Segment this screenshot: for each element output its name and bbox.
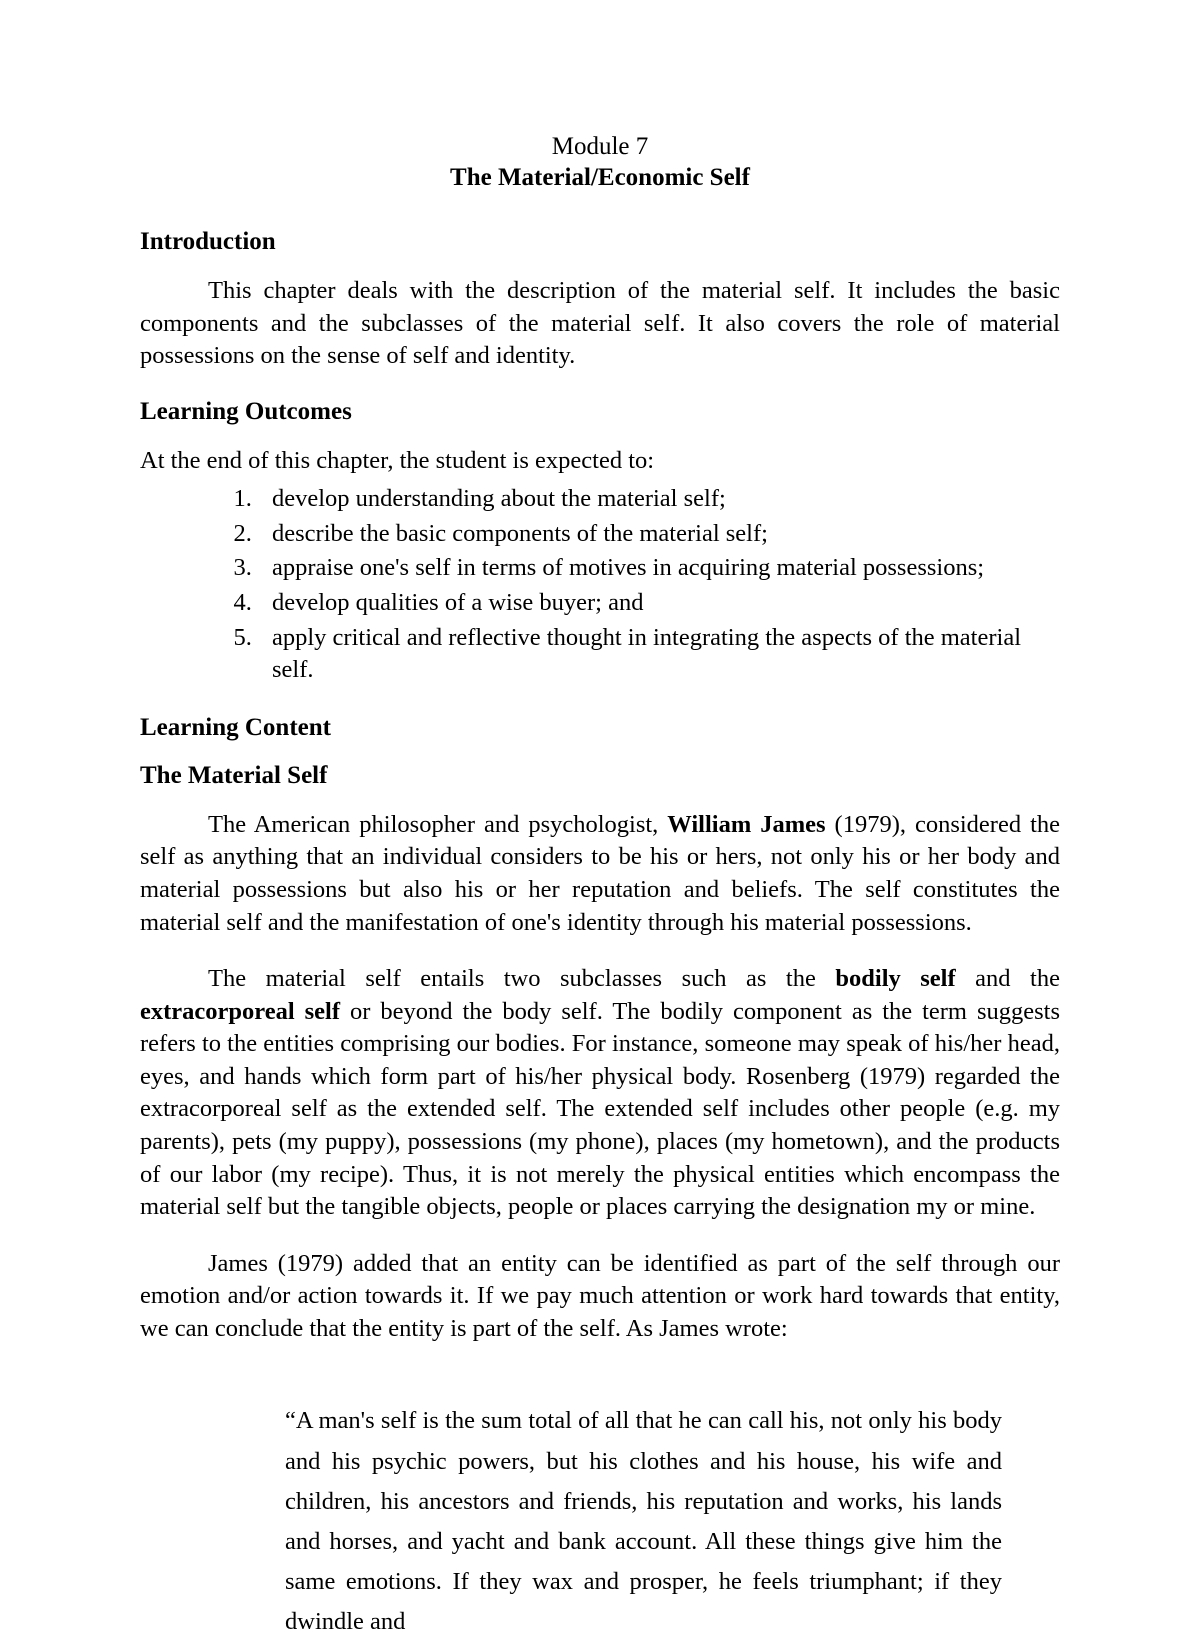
list-item: 1. develop understanding about the material self; xyxy=(258,483,1060,516)
material-self-paragraph-2 xyxy=(140,963,1060,1224)
list-item: 3. appraise one's self in terms of motives in acquiring material possessions; xyxy=(258,552,1060,585)
bodily-self-bold: bodily self xyxy=(835,965,956,993)
extracorporeal-self-bold: extracorporeal self xyxy=(140,997,340,1025)
list-item: 4. develop qualities of a wise buyer; and xyxy=(258,587,1060,620)
william-james-bold: William James xyxy=(667,810,826,838)
paragraph-2-text-c: or beyond the body self. The bodily component as the term suggests refers to the entities comprising our bodies. For instance, someone may speak of his/her head, eyes, and hands which form part of his/her physical body. Rosenberg (1979) regarded the extracorporeal self as the extended self. The extended self includes other people (e.g. my parents), pets (my puppy), possessions (my phone), places (my hometown), and the products of our labor (my recipe). Thus, it is not merely the physical entities which encompass the material self but the tangible objects, people or places carrying the designation my or mine. xyxy=(140,997,1060,1221)
paragraph-2-text-b: and the xyxy=(955,965,1060,993)
introduction-paragraph: This chapter deals with the description of the material self. It includes the basic components and the subclasses of the material self. It also covers the role of material possessions on the sense of self and identity. xyxy=(140,277,1060,370)
list-item: 5. apply critical and reflective thought in integrating the aspects of the material self. xyxy=(258,622,1060,687)
paragraph-1-text-a: The American philosopher and psychologist, xyxy=(208,810,668,838)
quote-spacer xyxy=(140,1369,1060,1401)
material-self-heading: The Material Self xyxy=(140,761,328,789)
introduction-heading: Introduction xyxy=(140,228,276,255)
material-self-paragraph-1 xyxy=(140,809,1060,939)
module-label: Module 7 xyxy=(551,133,649,160)
document-title-block xyxy=(140,132,1060,193)
module-title: The Material/Economic Self xyxy=(450,163,750,191)
paragraph-1-text-b: (1979), considered the self as anything that an individual considers to be his or hers, not only his or her body and material possessions but also his or her reputation and beliefs. The self constitutes the material self and the manifestation of one's identity through his material possessions. xyxy=(140,810,1060,936)
learning-outcomes-list xyxy=(140,483,1060,686)
list-item: 2. describe the basic components of the material self; xyxy=(258,518,1060,551)
material-self-paragraph-3: James (1979) added that an entity can be identified as part of the self through our emotion and/or action towards it. If we pay much attention or work hard towards that entity, we can conclude that the entity is part of the self. As James wrote: xyxy=(140,1249,1060,1342)
block-quote: “A man's self is the sum total of all that he can call his, not only his body and his psychic powers, but his clothes and his house, his wife and children, his ancestors and friends, his reputation and works, his lands and horses, and yacht and bank account. All these things give him the same emotions. If they wax and prosper, he feels triumphant; if they dwindle and xyxy=(285,1407,1002,1636)
learning-outcomes-lead: At the end of this chapter, the student is expected to: xyxy=(140,446,655,474)
learning-content-heading: Learning Content xyxy=(140,713,331,741)
paragraph-2-text-a: The material self entails two subclasses such as the xyxy=(208,965,836,993)
learning-outcomes-heading: Learning Outcomes xyxy=(140,397,352,425)
